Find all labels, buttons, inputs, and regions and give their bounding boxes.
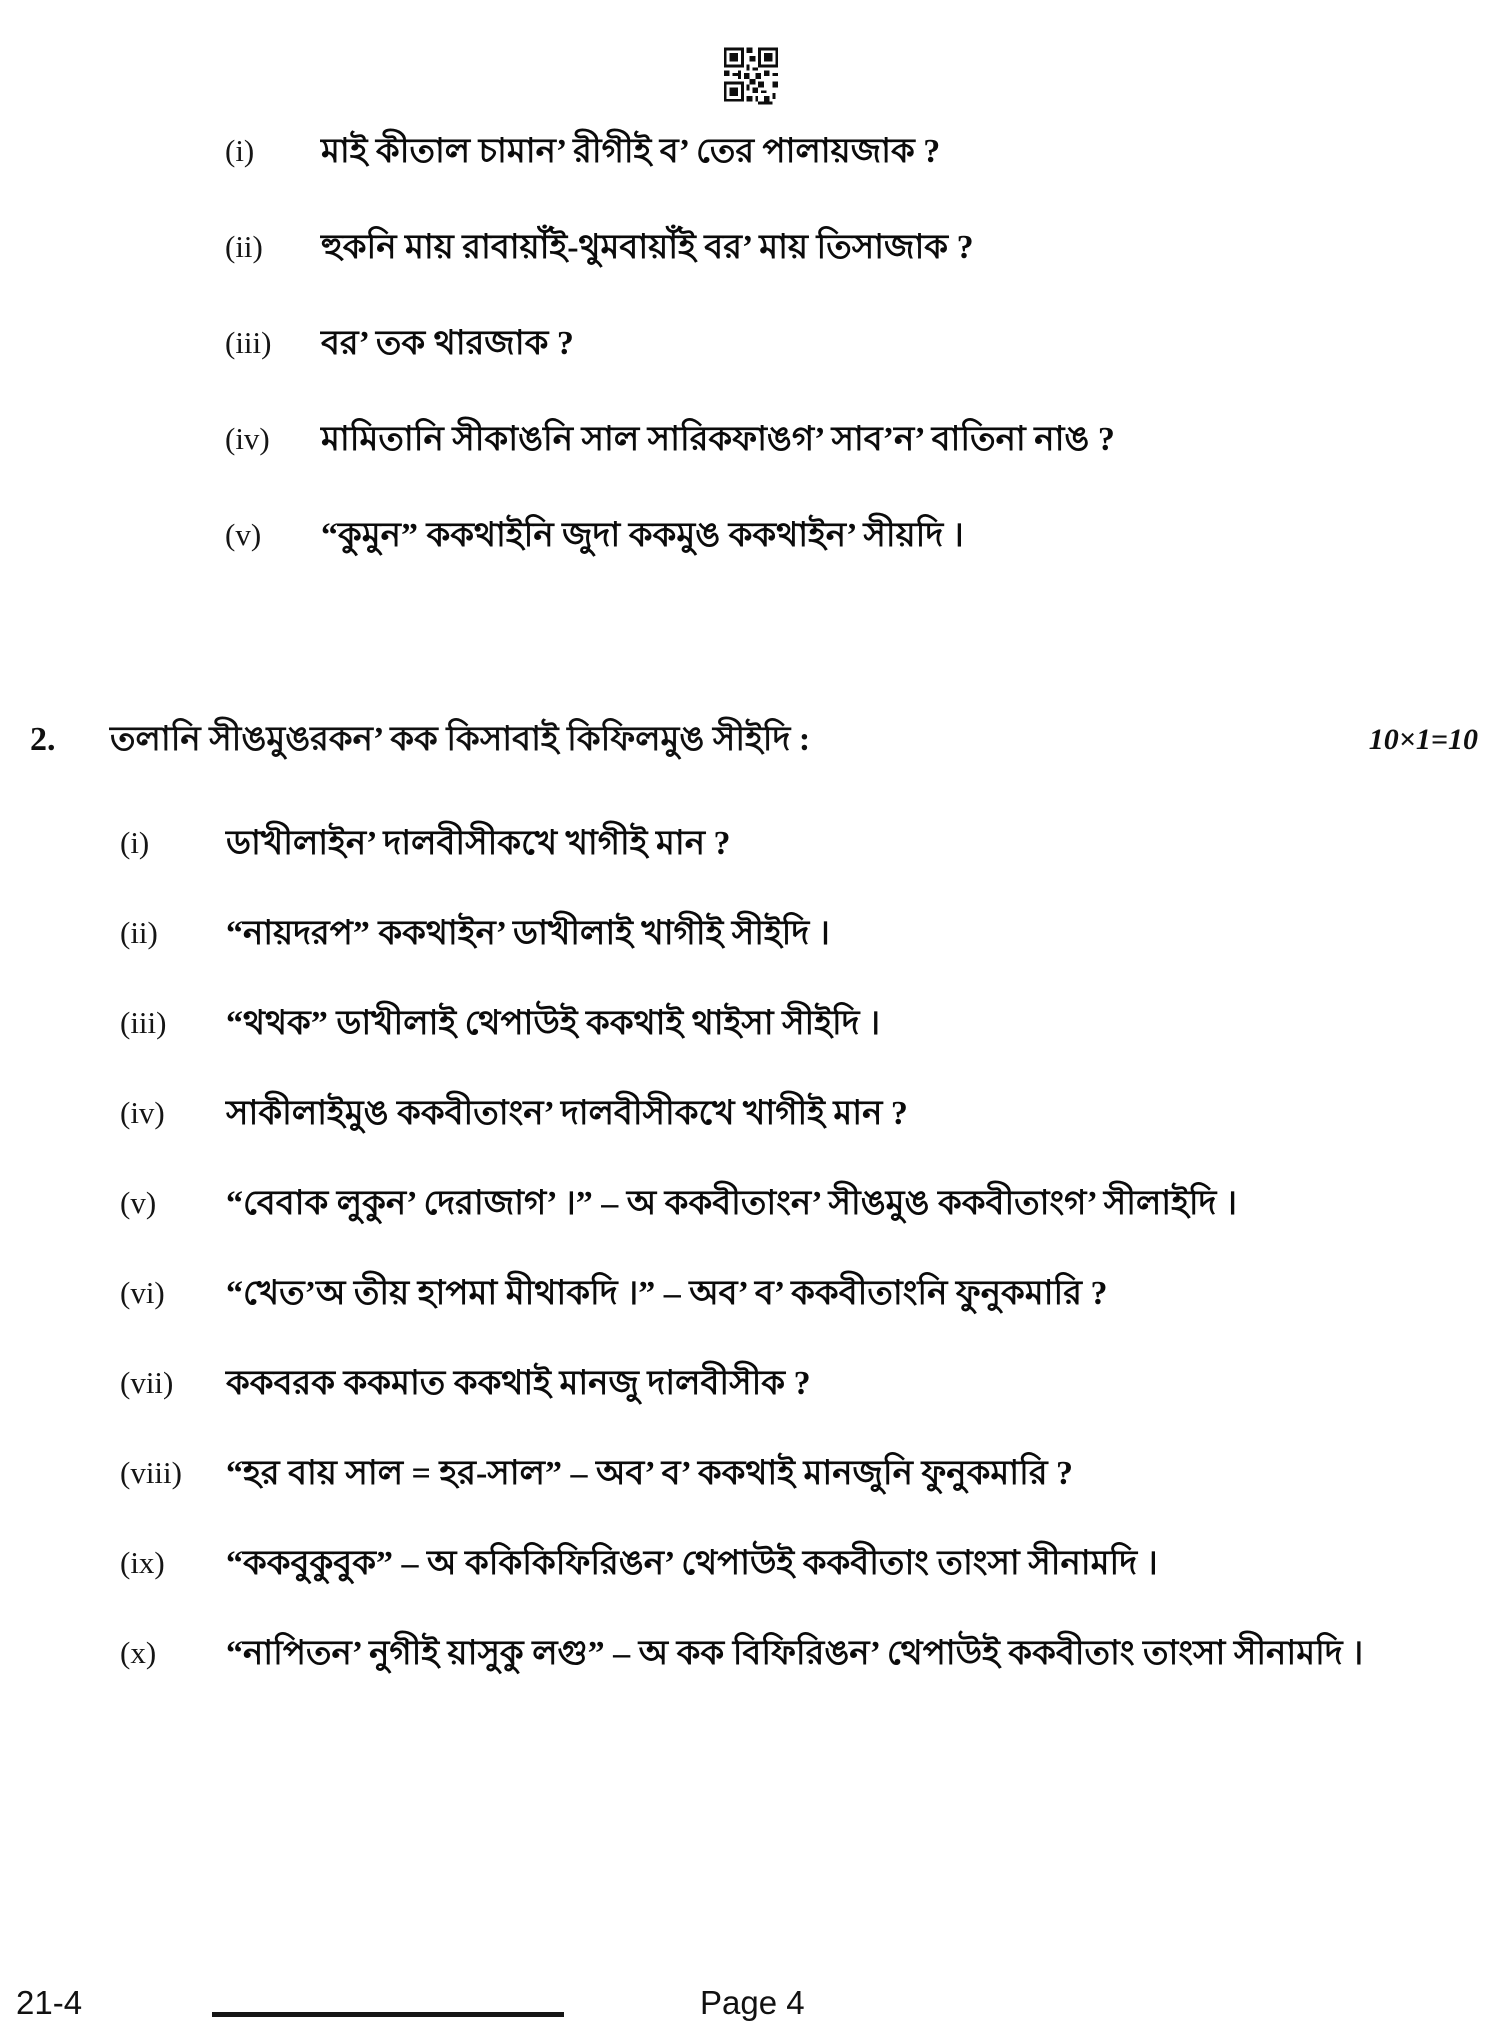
item-number: (ii) [225, 229, 263, 264]
qr-code-graphic [721, 44, 781, 108]
section-1-subquestions [225, 128, 1215, 608]
footer-divider [212, 2012, 564, 2017]
question-text: তলানি সীঙমুঙরকন’ কক কিসাবাই কিফিলমুঙ সীইদি : [110, 721, 811, 758]
list-item [225, 512, 1215, 559]
page-number: Page 4 [700, 1984, 805, 2021]
item-number: (v) [120, 1185, 157, 1220]
item-text: “নায়দরপ” ককথাইন’ ডাখীলাই খাগীই সীইদি । [226, 915, 830, 952]
marks-allocation: 10×1=10 [1368, 723, 1478, 756]
list-item [120, 1090, 1478, 1137]
item-number: (v) [225, 517, 262, 552]
item-text: “নাপিতন’ নুগীই য়াসুকু লগু” – অ কক বিফিরিঙন’ থেপাউই ককবীতাং তাংসা সীনামদি । [226, 1635, 1364, 1672]
list-item [225, 320, 1215, 367]
item-text: “খেত’অ তীয় হাপমা মীথাকদি ।” – অব’ ব’ ককবীতাংনি ফুনুকমারি ? [226, 1275, 1108, 1312]
item-text: “হর বায় সাল = হর-সাল” – অব’ ব’ ককথাই মানজুনি ফুনুকমারি ? [226, 1455, 1074, 1492]
item-text: মামিতানি সীকাঙনি সাল সারিকফাঙগ’ সাব’ন’ বাতিনা নাঙ ? [321, 421, 1115, 458]
item-text: সাকীলাইমুঙ ককবীতাংন’ দালবীসীকখে খাগীই মান ? [226, 1095, 908, 1132]
item-number: (iii) [120, 1005, 167, 1040]
item-text: মাই কীতাল চামান’ রীগীই ব’ তের পালায়জাক ? [321, 133, 941, 170]
item-text: ককবরক ককমাত ককথাই মানজু দালবীসীক ? [226, 1365, 811, 1402]
item-number: (vii) [120, 1365, 174, 1400]
item-number: (iv) [225, 421, 270, 456]
list-item [120, 1540, 1478, 1587]
list-item [120, 1630, 1478, 1677]
item-number: (x) [120, 1635, 157, 1670]
item-number: (iii) [225, 325, 272, 360]
item-text: হুকনি মায় রাবায়াঁই-থুমবায়াঁই বর’ মায় তিসাজাক ? [321, 229, 974, 266]
list-item [120, 1450, 1478, 1497]
item-text: “ককবুকুবুক” – অ ককিকিফিরিঙন’ থেপাউই ককবীতাং তাংসা সীনামদি । [226, 1545, 1158, 1582]
list-item [120, 1180, 1478, 1227]
question-2-header [30, 716, 1478, 764]
paper-code: 21-4 [16, 1984, 83, 2021]
list-item [225, 416, 1215, 463]
item-number: (ix) [120, 1545, 165, 1580]
item-text: “কুমুন” ককথাইনি জুদা ককমুঙ ককথাইন’ সীয়দি । [321, 517, 964, 554]
item-number: (viii) [120, 1455, 182, 1490]
list-item [120, 820, 1478, 867]
item-text: বর’ তক থারজাক ? [321, 325, 574, 362]
item-number: (vi) [120, 1275, 165, 1310]
list-item [120, 910, 1478, 957]
question-2 [30, 716, 1478, 1720]
item-text: ডাখীলাইন’ দালবীসীকখে খাগীই মান ? [226, 825, 731, 862]
list-item [120, 1270, 1478, 1317]
list-item [225, 128, 1215, 175]
list-item [120, 1000, 1478, 1047]
qr-code-icon [721, 44, 781, 108]
item-number: (ii) [120, 915, 158, 950]
item-number: (iv) [120, 1095, 165, 1130]
question-2-subquestions [120, 820, 1478, 1677]
list-item [225, 224, 1215, 271]
item-text: “বেবাক লুকুন’ দেরাজাগ’ ।” – অ ককবীতাংন’ সীঙমুঙ ককবীতাংগ’ সীলাইদি । [226, 1185, 1238, 1222]
item-text: “থথক” ডাখীলাই থেপাউই ককথাই থাইসা সীইদি । [226, 1005, 881, 1042]
item-number: (i) [225, 133, 255, 168]
list-item [120, 1360, 1478, 1407]
item-number: (i) [120, 825, 150, 860]
question-number: 2. [30, 721, 56, 758]
